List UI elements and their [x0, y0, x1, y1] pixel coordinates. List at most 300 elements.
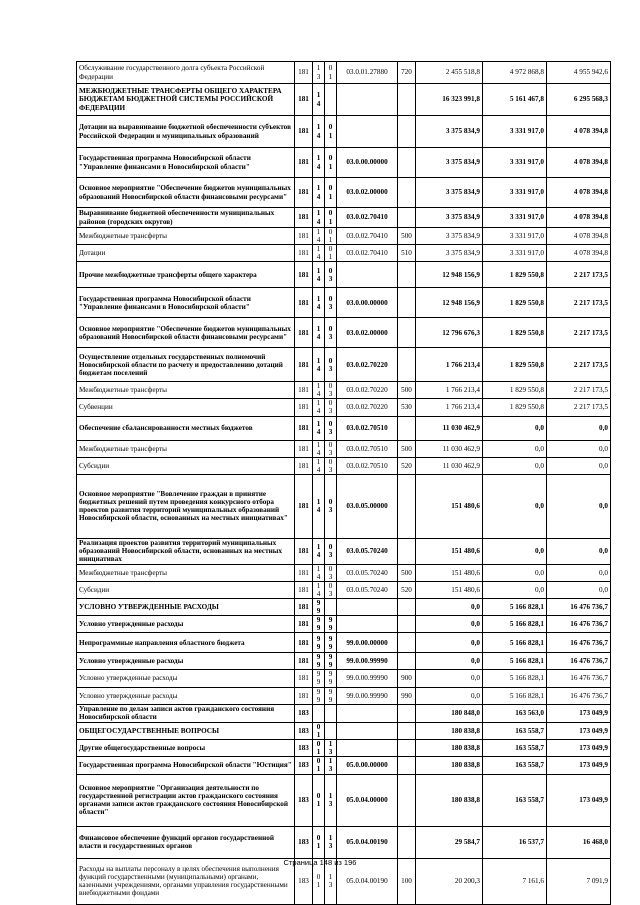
row-target-article: 03.0.02.00000: [337, 318, 398, 348]
row-amount-year2: 3 331 917,0: [483, 228, 547, 245]
row-target-article: 03.0.02.70510: [337, 457, 398, 474]
row-section: 01: [313, 826, 325, 858]
row-amount-year1: 2 455 518,8: [416, 62, 483, 84]
table-row: [77, 178, 611, 208]
row-target-article: 05.0.04.00190: [337, 826, 398, 858]
row-amount-year3: 0,0: [547, 564, 611, 581]
table-row: [77, 245, 611, 262]
row-section: 14: [313, 228, 325, 245]
row-amount-year1: 20 200,3: [416, 858, 483, 904]
row-subsection: [325, 84, 337, 116]
row-amount-year2: 7 161,6: [483, 858, 547, 904]
row-expense-type: 500: [398, 440, 416, 457]
row-subsection: 03: [325, 474, 337, 538]
row-amount-year1: 180 838,8: [416, 774, 483, 826]
row-section: 14: [313, 116, 325, 148]
row-amount-year1: 3 375 834,9: [416, 245, 483, 262]
table-row: [77, 84, 611, 116]
row-amount-year3: 2 217 173,5: [547, 348, 611, 382]
row-name: Межбюджетные трансферты: [77, 564, 295, 581]
row-section: 14: [313, 178, 325, 208]
row-amount-year3: 173 049,9: [547, 739, 611, 756]
row-target-article: 99.0.00.99990: [337, 670, 398, 687]
row-name: Дотации: [77, 245, 295, 262]
row-amount-year2: 3 331 917,0: [483, 148, 547, 178]
row-grbs: 181: [295, 653, 313, 670]
row-expense-type: 510: [398, 245, 416, 262]
table-row: [77, 474, 611, 538]
row-target-article: 03.0.02.70410: [337, 208, 398, 228]
row-amount-year1: 11 030 462,9: [416, 416, 483, 440]
table-row: [77, 416, 611, 440]
row-target-article: 99.0.00.99990: [337, 687, 398, 704]
table-row: [77, 826, 611, 858]
row-subsection: 13: [325, 774, 337, 826]
row-subsection: 03: [325, 564, 337, 581]
row-expense-type: [398, 616, 416, 633]
row-target-article: 99.0.00.99990: [337, 653, 398, 670]
row-expense-type: 720: [398, 62, 416, 84]
row-subsection: 01: [325, 178, 337, 208]
row-section: 14: [313, 416, 325, 440]
row-subsection: 01: [325, 62, 337, 84]
row-expense-type: 500: [398, 564, 416, 581]
row-name: Межбюджетные трансферты: [77, 440, 295, 457]
row-amount-year3: 0,0: [547, 538, 611, 564]
row-target-article: 03.0.02.70220: [337, 399, 398, 416]
row-amount-year2: 163 563,0: [483, 704, 547, 722]
row-subsection: 99: [325, 670, 337, 687]
row-name: Субсидии: [77, 457, 295, 474]
table-row: [77, 564, 611, 581]
row-amount-year3: 4 078 394,8: [547, 228, 611, 245]
row-amount-year3: 173 049,9: [547, 704, 611, 722]
row-target-article: [337, 704, 398, 722]
row-grbs: 183: [295, 739, 313, 756]
row-amount-year3: 2 217 173,5: [547, 318, 611, 348]
row-target-article: 03.0.05.00000: [337, 474, 398, 538]
row-expense-type: [398, 84, 416, 116]
row-grbs: 181: [295, 348, 313, 382]
row-amount-year1: 151 480,6: [416, 581, 483, 598]
row-amount-year2: 0,0: [483, 538, 547, 564]
table-row: [77, 633, 611, 653]
row-expense-type: [398, 826, 416, 858]
row-amount-year1: 0,0: [416, 633, 483, 653]
row-amount-year1: 11 030 462,9: [416, 457, 483, 474]
row-amount-year2: 3 331 917,0: [483, 208, 547, 228]
row-section: 99: [313, 687, 325, 704]
row-name: Условно утвержденные расходы: [77, 670, 295, 687]
row-amount-year1: 3 375 834,9: [416, 116, 483, 148]
table-row: [77, 538, 611, 564]
row-name: Обслуживание государственного долга субъекта Российской Федерации: [77, 62, 295, 84]
row-section: 14: [313, 564, 325, 581]
table-row: [77, 399, 611, 416]
row-amount-year2: 163 558,7: [483, 756, 547, 774]
row-name: МЕЖБЮДЖЕТНЫЕ ТРАНСФЕРТЫ ОБЩЕГО ХАРАКТЕРА БЮДЖЕТАМ БЮДЖЕТНОЙ СИСТЕМЫ РОССИЙСКОЙ ФЕДЕРАЦИИ: [77, 84, 295, 116]
row-expense-type: 990: [398, 687, 416, 704]
row-subsection: 01: [325, 208, 337, 228]
row-section: 99: [313, 653, 325, 670]
row-section: 01: [313, 774, 325, 826]
row-name: Субсидии: [77, 581, 295, 598]
row-expense-type: [398, 348, 416, 382]
row-amount-year3: 4 078 394,8: [547, 208, 611, 228]
row-amount-year3: 16 476 736,7: [547, 653, 611, 670]
row-target-article: 05.0.00.00000: [337, 756, 398, 774]
row-grbs: 181: [295, 62, 313, 84]
row-amount-year2: 1 829 550,8: [483, 348, 547, 382]
row-expense-type: [398, 722, 416, 739]
table-row: [77, 208, 611, 228]
row-expense-type: [398, 288, 416, 318]
row-amount-year1: 180 838,8: [416, 722, 483, 739]
table-row: [77, 116, 611, 148]
row-section: 01: [313, 858, 325, 904]
row-name: Дотации на выравнивание бюджетной обеспеченности субъектов Российской Федерации и муниципальных образований: [77, 116, 295, 148]
row-target-article: 03.0.01.27880: [337, 62, 398, 84]
row-expense-type: [398, 262, 416, 288]
row-amount-year2: 3 331 917,0: [483, 245, 547, 262]
row-expense-type: [398, 599, 416, 616]
row-expense-type: [398, 208, 416, 228]
row-expense-type: [398, 318, 416, 348]
row-amount-year1: 151 480,6: [416, 538, 483, 564]
row-section: 14: [313, 84, 325, 116]
row-amount-year1: 0,0: [416, 670, 483, 687]
row-grbs: 183: [295, 858, 313, 904]
row-grbs: 181: [295, 670, 313, 687]
row-section: 14: [313, 288, 325, 318]
row-name: Осуществление отдельных государственных полномочий Новосибирской области по расчету и предоставлению дотаций бюджетам поселений: [77, 348, 295, 382]
row-name: Управление по делам записи актов гражданского состояния Новосибирской области: [77, 704, 295, 722]
row-name: Расходы на выплаты персоналу в целях обеспечения выполнения функций государственными (муниципальными) органами, казенными учреждениями, органами управления государственными внебюджетными фондами: [77, 858, 295, 904]
row-target-article: [337, 84, 398, 116]
table-row: [77, 148, 611, 178]
row-subsection: 01: [325, 116, 337, 148]
row-amount-year1: 3 375 834,9: [416, 228, 483, 245]
row-section: 14: [313, 538, 325, 564]
row-subsection: 01: [325, 245, 337, 262]
table-row: [77, 704, 611, 722]
row-expense-type: 520: [398, 457, 416, 474]
row-target-article: [337, 616, 398, 633]
row-amount-year2: 0,0: [483, 474, 547, 538]
row-amount-year3: 16 468,0: [547, 826, 611, 858]
row-target-article: 99.0.00.00000: [337, 633, 398, 653]
row-amount-year3: 16 476 736,7: [547, 670, 611, 687]
row-target-article: 03.0.00.00000: [337, 148, 398, 178]
table-row: [77, 653, 611, 670]
row-name: Условно утвержденные расходы: [77, 653, 295, 670]
row-expense-type: [398, 633, 416, 653]
table-row: [77, 348, 611, 382]
row-section: 14: [313, 474, 325, 538]
row-expense-type: [398, 653, 416, 670]
row-target-article: [337, 262, 398, 288]
row-name: Субвенции: [77, 399, 295, 416]
row-target-article: 03.0.02.70410: [337, 228, 398, 245]
table-row: [77, 774, 611, 826]
row-amount-year2: 3 331 917,0: [483, 116, 547, 148]
row-target-article: [337, 739, 398, 756]
row-target-article: 05.0.04.00190: [337, 858, 398, 904]
row-amount-year2: 0,0: [483, 440, 547, 457]
row-amount-year2: 5 166 828,1: [483, 653, 547, 670]
row-amount-year3: 4 078 394,8: [547, 148, 611, 178]
row-expense-type: [398, 774, 416, 826]
row-name: Основное мероприятие "Обеспечение бюджетов муниципальных образований Новосибирской области финансовыми ресурсами": [77, 178, 295, 208]
row-amount-year3: 173 049,9: [547, 722, 611, 739]
row-amount-year3: 4 955 942,6: [547, 62, 611, 84]
row-name: Межбюджетные трансферты: [77, 382, 295, 399]
row-name: Выравнивание бюджетной обеспеченности муниципальных районов (городских округов): [77, 208, 295, 228]
table-row: [77, 616, 611, 633]
row-name: Прочие межбюджетные трансферты общего характера: [77, 262, 295, 288]
row-target-article: 03.0.02.70510: [337, 440, 398, 457]
row-grbs: 181: [295, 318, 313, 348]
row-subsection: 03: [325, 262, 337, 288]
row-amount-year1: 180 848,0: [416, 704, 483, 722]
row-target-article: [337, 116, 398, 148]
row-section: 99: [313, 670, 325, 687]
row-expense-type: [398, 538, 416, 564]
row-amount-year3: 0,0: [547, 416, 611, 440]
row-amount-year1: 11 030 462,9: [416, 440, 483, 457]
row-section: 14: [313, 262, 325, 288]
row-section: 01: [313, 722, 325, 739]
row-subsection: 03: [325, 457, 337, 474]
row-amount-year3: 2 217 173,5: [547, 288, 611, 318]
row-amount-year3: 0,0: [547, 457, 611, 474]
row-subsection: 03: [325, 440, 337, 457]
row-subsection: 99: [325, 687, 337, 704]
row-grbs: 183: [295, 774, 313, 826]
row-grbs: 181: [295, 633, 313, 653]
row-name: Финансовое обеспечение функций органов государственной власти и государственных органов: [77, 826, 295, 858]
row-grbs: 181: [295, 416, 313, 440]
row-amount-year2: 4 972 868,8: [483, 62, 547, 84]
row-grbs: 181: [295, 148, 313, 178]
row-amount-year2: 1 829 550,8: [483, 382, 547, 399]
row-expense-type: 500: [398, 228, 416, 245]
row-amount-year2: 5 161 467,8: [483, 84, 547, 116]
row-subsection: 01: [325, 148, 337, 178]
row-amount-year3: 4 078 394,8: [547, 245, 611, 262]
row-name: Условно утвержденные расходы: [77, 687, 295, 704]
row-amount-year2: 3 331 917,0: [483, 178, 547, 208]
row-expense-type: [398, 474, 416, 538]
row-target-article: 03.0.02.70510: [337, 416, 398, 440]
row-subsection: 03: [325, 416, 337, 440]
row-amount-year1: 12 948 156,9: [416, 288, 483, 318]
row-amount-year1: 3 375 834,9: [416, 178, 483, 208]
row-section: 99: [313, 633, 325, 653]
row-target-article: 03.0.02.00000: [337, 178, 398, 208]
row-grbs: 181: [295, 208, 313, 228]
row-subsection: 03: [325, 399, 337, 416]
row-expense-type: 100: [398, 858, 416, 904]
table-row: [77, 262, 611, 288]
row-target-article: 03.0.02.70410: [337, 245, 398, 262]
row-name: Государственная программа Новосибирской области "Управление финансами в Новосибирской области": [77, 288, 295, 318]
row-name: Реализация проектов развития территорий муниципальных образований Новосибирской области, основанных на местных инициативах: [77, 538, 295, 564]
row-grbs: 181: [295, 581, 313, 598]
row-grbs: 183: [295, 704, 313, 722]
row-amount-year1: 0,0: [416, 687, 483, 704]
table-row: [77, 228, 611, 245]
row-amount-year3: 173 049,9: [547, 756, 611, 774]
row-amount-year2: 1 829 550,8: [483, 318, 547, 348]
row-amount-year2: 0,0: [483, 457, 547, 474]
row-amount-year3: 4 078 394,8: [547, 116, 611, 148]
row-section: 14: [313, 382, 325, 399]
row-amount-year2: 5 166 828,1: [483, 599, 547, 616]
row-section: 01: [313, 739, 325, 756]
row-amount-year2: 163 558,7: [483, 739, 547, 756]
row-amount-year1: 12 796 676,3: [416, 318, 483, 348]
row-target-article: 03.0.05.70240: [337, 538, 398, 564]
row-name: Межбюджетные трансферты: [77, 228, 295, 245]
row-amount-year1: 1 766 213,4: [416, 382, 483, 399]
table-row: [77, 318, 611, 348]
row-amount-year1: 180 838,8: [416, 739, 483, 756]
row-amount-year2: 1 829 550,8: [483, 262, 547, 288]
row-target-article: 03.0.02.70220: [337, 382, 398, 399]
row-section: [313, 704, 325, 722]
row-subsection: 99: [325, 616, 337, 633]
row-grbs: 181: [295, 288, 313, 318]
row-amount-year3: 16 476 736,7: [547, 616, 611, 633]
row-amount-year2: 163 558,7: [483, 774, 547, 826]
row-grbs: 183: [295, 722, 313, 739]
row-amount-year3: 2 217 173,5: [547, 399, 611, 416]
row-amount-year1: 1 766 213,4: [416, 348, 483, 382]
row-expense-type: [398, 416, 416, 440]
row-target-article: 03.0.05.70240: [337, 581, 398, 598]
row-grbs: 181: [295, 262, 313, 288]
row-subsection: 99: [325, 653, 337, 670]
row-section: 14: [313, 399, 325, 416]
row-section: 14: [313, 245, 325, 262]
row-target-article: 03.0.05.70240: [337, 564, 398, 581]
table-row: [77, 599, 611, 616]
row-amount-year1: 3 375 834,9: [416, 148, 483, 178]
table-row: [77, 288, 611, 318]
row-grbs: 181: [295, 616, 313, 633]
row-amount-year1: 0,0: [416, 616, 483, 633]
row-amount-year3: 6 295 568,3: [547, 84, 611, 116]
row-amount-year2: 5 166 828,1: [483, 670, 547, 687]
row-subsection: 99: [325, 633, 337, 653]
row-amount-year3: 2 217 173,5: [547, 382, 611, 399]
row-amount-year2: 1 829 550,8: [483, 288, 547, 318]
row-grbs: 183: [295, 826, 313, 858]
row-amount-year2: 16 537,7: [483, 826, 547, 858]
row-amount-year3: 7 091,9: [547, 858, 611, 904]
row-section: 14: [313, 348, 325, 382]
row-section: 14: [313, 457, 325, 474]
row-grbs: 181: [295, 178, 313, 208]
table-row: [77, 457, 611, 474]
row-expense-type: 530: [398, 399, 416, 416]
row-amount-year1: 0,0: [416, 599, 483, 616]
row-amount-year3: 16 476 736,7: [547, 687, 611, 704]
row-expense-type: [398, 148, 416, 178]
row-name: Основное мероприятие "Вовлечение граждан в принятие бюджетных решений путем проведения конкурсного отбора проектов развития территорий муниципальных образований Новосибирской области, основанных на местных инициативах": [77, 474, 295, 538]
table-row: [77, 670, 611, 687]
table-row: [77, 581, 611, 598]
row-amount-year1: 0,0: [416, 653, 483, 670]
row-name: Основное мероприятие "Обеспечение бюджетов муниципальных образований Новосибирской области финансовыми ресурсами": [77, 318, 295, 348]
row-section: 13: [313, 62, 325, 84]
row-expense-type: 900: [398, 670, 416, 687]
row-expense-type: [398, 116, 416, 148]
row-amount-year2: 5 166 828,1: [483, 616, 547, 633]
row-grbs: 181: [295, 228, 313, 245]
row-amount-year3: 173 049,9: [547, 774, 611, 826]
row-target-article: 05.0.04.00000: [337, 774, 398, 826]
row-amount-year3: 0,0: [547, 440, 611, 457]
row-amount-year2: 5 166 828,1: [483, 687, 547, 704]
row-name: Обеспечение сбалансированности местных бюджетов: [77, 416, 295, 440]
row-amount-year1: 151 480,6: [416, 474, 483, 538]
table-row: [77, 440, 611, 457]
row-subsection: 01: [325, 228, 337, 245]
row-subsection: [325, 599, 337, 616]
row-grbs: 181: [295, 84, 313, 116]
table-row: [77, 756, 611, 774]
row-subsection: 13: [325, 739, 337, 756]
row-grbs: 181: [295, 116, 313, 148]
row-amount-year2: 5 166 828,1: [483, 633, 547, 653]
row-amount-year1: 3 375 834,9: [416, 208, 483, 228]
row-target-article: 03.0.02.70220: [337, 348, 398, 382]
row-target-article: [337, 599, 398, 616]
row-subsection: [325, 722, 337, 739]
row-grbs: 181: [295, 457, 313, 474]
row-amount-year3: 0,0: [547, 474, 611, 538]
row-expense-type: [398, 178, 416, 208]
row-expense-type: [398, 739, 416, 756]
row-amount-year1: 16 323 991,8: [416, 84, 483, 116]
row-subsection: 03: [325, 382, 337, 399]
row-subsection: 03: [325, 538, 337, 564]
row-name: Условно утвержденные расходы: [77, 616, 295, 633]
row-amount-year1: 151 480,6: [416, 564, 483, 581]
row-section: 01: [313, 756, 325, 774]
row-amount-year1: 1 766 213,4: [416, 399, 483, 416]
row-section: 14: [313, 440, 325, 457]
row-name: Государственная программа Новосибирской области "Юстиция": [77, 756, 295, 774]
row-amount-year2: 163 558,7: [483, 722, 547, 739]
row-subsection: 03: [325, 581, 337, 598]
row-subsection: 13: [325, 826, 337, 858]
row-expense-type: 520: [398, 581, 416, 598]
row-name: Государственная программа Новосибирской области "Управление финансами в Новосибирской области": [77, 148, 295, 178]
row-section: 99: [313, 616, 325, 633]
table-row: [77, 722, 611, 739]
row-amount-year1: 180 838,8: [416, 756, 483, 774]
row-amount-year1: 12 948 156,9: [416, 262, 483, 288]
row-grbs: 181: [295, 399, 313, 416]
row-amount-year3: 4 078 394,8: [547, 178, 611, 208]
row-grbs: 181: [295, 474, 313, 538]
row-grbs: 181: [295, 382, 313, 399]
row-grbs: 181: [295, 245, 313, 262]
row-target-article: 03.0.00.00000: [337, 288, 398, 318]
